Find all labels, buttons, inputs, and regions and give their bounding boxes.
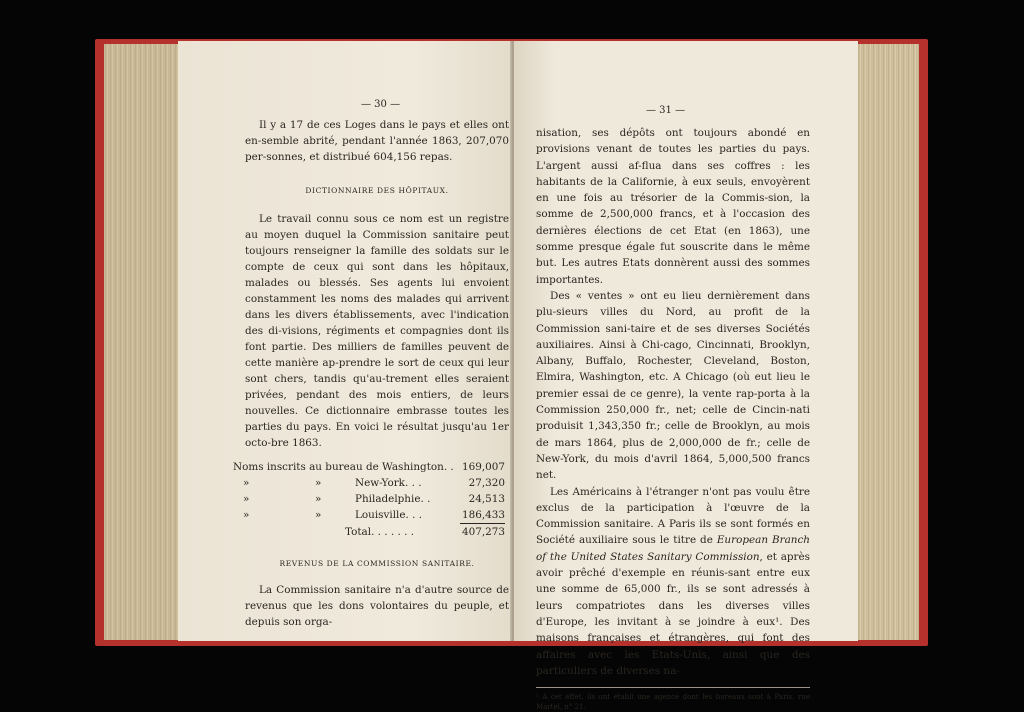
statistics-table bbox=[233, 459, 505, 540]
table-cell: Louisville. . . bbox=[355, 509, 423, 522]
table-row bbox=[233, 491, 505, 507]
left-page-text bbox=[233, 117, 509, 630]
table-value: 24,513 bbox=[468, 493, 505, 505]
table-value: 169,007 bbox=[462, 461, 505, 473]
body-paragraph: Le travail connu sous ce nom est un registre au moyen duquel la Commission sanitaire peut toujours renseigner la famille des soldats sur le compte de ceux qui sont dans les hôpitaux, malades ou blessés. Ses agents lui envoient constamment les noms des malades qui arrivent dans les divers établissements, avec l'indication des di-visions, régiments et compagnies dont ils font partie. Des milliers de familles peuvent de cette manière ap-prendre le sort de ceux qui leur sont chers, tandis qu'au-trement elles seraient privées, pendant des mois entiers, de leurs nouvelles. Ce dictionnaire embrasse toutes les parties du pays. En voici le résultat jusqu'au 1er octo-bre 1863. bbox=[245, 213, 509, 449]
body-paragraph: nisation, ses dépôts ont toujours abondé en provisions venant de toutes les parties du pays. L'argent aussi af-flua dans ses coffres : les habitants de la Californie, à eux seuls, envoyèrent en une fois au trésorier de la Commis-sion, la somme de 2,500,000 francs, et à l'occasion des dernières élections de cet Etat (en 1863), une somme presque égale fut souscrite dans le même but. Les autres Etats donnèrent aussi des sommes importantes. bbox=[536, 127, 810, 286]
left-page bbox=[178, 41, 512, 641]
intro-paragraph: Il y a 17 de ces Loges dans le pays et elles ont en-semble abrité, pendant l'année 1863, 207,070 per-sonnes, et distribué 604,156 repas. bbox=[245, 119, 509, 163]
body-paragraph: La Commission sanitaire n'a d'autre source de revenus que les dons volontaires du peuple, et depuis son orga- bbox=[245, 584, 509, 628]
page-edges-left bbox=[104, 44, 180, 640]
table-cell: » bbox=[315, 477, 322, 489]
page-number: — 30 — bbox=[361, 99, 401, 110]
table-value: 186,433 bbox=[460, 507, 505, 524]
page-edges-right bbox=[857, 44, 919, 640]
right-page-text bbox=[536, 125, 810, 712]
table-total-value: 407,273 bbox=[462, 526, 505, 538]
table-total-row bbox=[233, 524, 505, 541]
right-page bbox=[514, 41, 858, 712]
table-row bbox=[233, 459, 505, 475]
page-number: — 31 — bbox=[646, 105, 686, 116]
table-row bbox=[233, 475, 505, 491]
society-name: European Branch of the United States Sanitary Commission bbox=[536, 534, 810, 563]
paragraph-text: , et après avoir prêché d'exemple en réunis-sant entre eux une somme de 65,000 fr., ils se sont adressés à leurs compatriotes dans les diverses villes d'Europe, les invitant à se joindre à eux¹. Des maisons françaises et étrangères, qui font des affaires avec les Etats-Unis, ainsi que des particuliers de diverses na- bbox=[536, 550, 810, 677]
paragraph-text: Les Américains à l'étranger n'ont pas voulu être exclus de la participation à l'œuvre de la Commission sanitaire. A Paris ils se sont formés en Société auxiliaire sous le titre de bbox=[536, 485, 810, 547]
body-paragraph bbox=[536, 484, 810, 680]
table-cell: » bbox=[315, 509, 322, 522]
table-cell: Philadelphie. . bbox=[355, 493, 431, 505]
table-cell: New-York. . . bbox=[355, 477, 422, 489]
table-cell: » bbox=[315, 493, 322, 505]
table-row bbox=[233, 507, 505, 524]
table-cell: » bbox=[243, 509, 250, 522]
section-heading: REVENUS DE LA COMMISSION SANITAIRE. bbox=[279, 559, 475, 568]
table-cell: Noms inscrits au bureau de Washington. . bbox=[233, 461, 454, 473]
footnote: ¹ A cet effet, ils ont établi une agence dont les bureaux sont à Paris, rue Martel, n° 21. bbox=[536, 687, 810, 712]
section-heading: DICTIONNAIRE DES HÔPITAUX. bbox=[305, 186, 449, 195]
body-paragraph: Des « ventes » ont eu lieu dernièrement dans plu-sieurs villes du Nord, au profit de la Commission sani-taire et de ses diverses Sociétés auxiliaires. Ainsi à Chi-cago, Cincinnati, Brooklyn, Albany, Buffalo, Rochester, Cleveland, Boston, Elmira, Washington, etc. A Chicago (où eut lieu le premier essai de ce genre), la vente rap-porta à la Commission 250,000 fr., net; celle de Cincin-nati produisit 1,343,350 fr.; celle de Brooklyn, au mois de mars 1864, plus de 2,000,000 de fr.; celle de New-York, du mois d'avril 1864, 5,000,500 francs net. bbox=[536, 289, 810, 482]
table-total-label: Total. . . . . . . bbox=[345, 525, 415, 538]
table-value: 27,320 bbox=[468, 477, 505, 489]
table-cell: » bbox=[243, 477, 250, 489]
table-cell: » bbox=[243, 493, 250, 505]
